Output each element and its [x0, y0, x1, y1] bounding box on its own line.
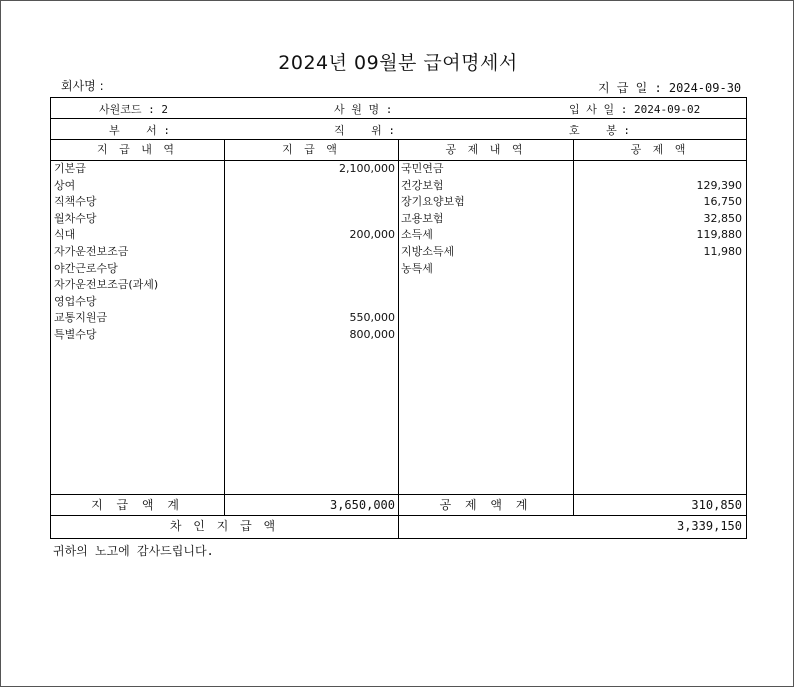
department: 부 서 : [109, 124, 170, 137]
deduction-item-amount [576, 261, 742, 278]
pay-item-label: 야간근로수당 [54, 261, 118, 275]
deduction-item-label: 지방소득세 [401, 244, 455, 258]
employee-code: 사원코드 : 2 [99, 103, 168, 116]
pay-item-label: 영업수당 [54, 294, 97, 308]
deduction-item-amount: 119,880 [696, 228, 742, 242]
deduction-item-amount: 11,980 [703, 244, 742, 258]
divider [224, 139, 225, 515]
net-pay-label: 차 인 지 급 액 [169, 519, 280, 533]
hire-date: 입 사 일 : 2024-09-02 [569, 103, 701, 116]
deduction-item-label: 건강보험 [401, 178, 444, 192]
pay-item-amount [227, 244, 395, 261]
pay-item-label: 기본급 [54, 162, 86, 175]
pay-item-amount [227, 294, 395, 311]
pay-item-amount: 2,100,000 [339, 162, 395, 175]
pay-item-amount: 550,000 [349, 311, 395, 325]
thanks-note: 귀하의 노고에 감사드립니다. [53, 544, 214, 558]
pay-item-label: 식대 [54, 228, 76, 242]
deduction-item-amount: 32,850 [703, 211, 742, 225]
pay-item-label: 교통지원금 [54, 311, 108, 325]
pay-item-amount [227, 261, 395, 278]
header-pay-items: 지 급 내 역 [97, 143, 178, 156]
deduction-total-value: 310,850 [691, 498, 742, 512]
pay-item-amount: 200,000 [349, 228, 395, 242]
deduction-item-amount [576, 161, 742, 178]
deduction-item-label: 장기요양보험 [401, 195, 465, 209]
pay-item-label: 자가운전보조금(과세) [54, 278, 159, 292]
deduction-item-amount: 129,390 [696, 178, 742, 192]
pay-item-amount [227, 277, 395, 294]
header-pay-amount: 지 급 액 [282, 143, 341, 156]
deduction-item-label: 소득세 [401, 228, 433, 242]
pay-item-amount [227, 194, 395, 211]
pay-total-label: 지 급 액 계 [91, 498, 184, 512]
pay-item-label: 월차수당 [54, 211, 97, 225]
page-title: 2024년 09월분 급여명세서 [278, 52, 518, 74]
pay-item-label: 상여 [54, 178, 76, 192]
grade: 호 봉 : [569, 124, 630, 137]
employee-name: 사 원 명 : [334, 103, 393, 116]
header-deduction-amount: 공 제 액 [630, 143, 690, 156]
pay-date: 지 급 일 : 2024-09-30 [598, 81, 742, 95]
pay-amount-list [227, 161, 395, 344]
company-label: 회사명 : [61, 79, 104, 93]
pay-item-amount [227, 178, 395, 195]
divider [398, 139, 399, 538]
pay-item-label: 특별수당 [54, 327, 97, 341]
pay-item-label: 직책수당 [54, 195, 97, 209]
deduction-item-label: 농특세 [401, 261, 433, 275]
deduction-item-label: 국민연금 [401, 162, 444, 175]
deduction-item-label: 고용보험 [401, 211, 444, 225]
position: 직 위 : [334, 124, 395, 137]
deduction-item-amount: 16,750 [703, 195, 742, 209]
pay-item-label: 자가운전보조금 [54, 244, 129, 258]
pay-total-value: 3,650,000 [329, 498, 395, 512]
pay-item-amount: 800,000 [349, 327, 395, 341]
divider [573, 139, 574, 515]
header-deduction-items: 공 제 내 역 [445, 143, 527, 156]
deduction-item-list [401, 161, 569, 277]
pay-item-amount [227, 211, 395, 228]
deduction-total-label: 공 제 액 계 [439, 498, 533, 512]
pay-item-list [54, 161, 222, 344]
divider [51, 118, 746, 119]
payslip-table [50, 97, 747, 539]
net-pay-value: 3,339,150 [676, 519, 742, 533]
deduction-amount-list [576, 161, 742, 277]
